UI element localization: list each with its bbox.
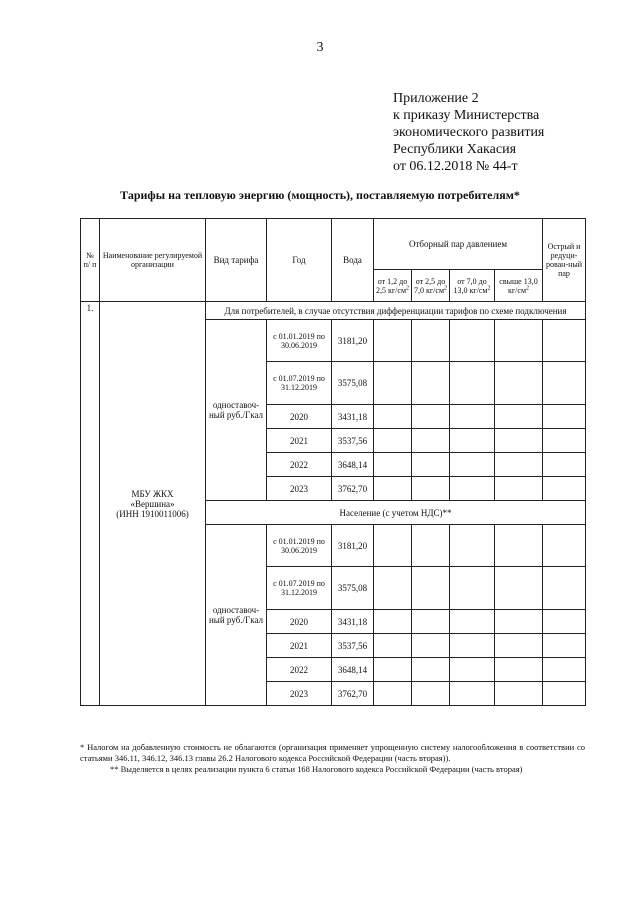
empty-cell	[543, 682, 586, 706]
empty-cell	[450, 405, 495, 429]
water-value: 3537,56	[332, 429, 374, 453]
empty-cell	[374, 405, 412, 429]
empty-cell	[374, 658, 412, 682]
empty-cell	[495, 453, 543, 477]
page-number: 3	[316, 40, 324, 55]
empty-cell	[543, 634, 586, 658]
unit-exponent: 2	[526, 284, 530, 291]
header-num: № п/ п	[81, 219, 100, 302]
empty-cell	[450, 634, 495, 658]
empty-cell	[412, 610, 450, 634]
empty-cell	[543, 453, 586, 477]
empty-cell	[412, 453, 450, 477]
header-steam-range	[374, 270, 412, 302]
empty-cell	[374, 429, 412, 453]
empty-cell	[412, 525, 450, 567]
header-steam-range-text: от 2,5 до 7,0 кг/см	[414, 276, 446, 295]
empty-cell	[450, 429, 495, 453]
year-cell: 2021	[267, 634, 332, 658]
header-steam-range	[450, 270, 495, 302]
header-live-steam: Острый и редуци-рован-ный пар	[543, 219, 586, 302]
header-water: Вода	[332, 219, 374, 302]
empty-cell	[450, 453, 495, 477]
empty-cell	[495, 610, 543, 634]
empty-cell	[412, 429, 450, 453]
section-label: Для потребителей, в случае отсутствия дифференциации тарифов по схеме подключения	[206, 302, 586, 320]
row-number: 1.	[81, 302, 100, 706]
footnote: ** Выделяется в целях реализации пункта 6 статьи 168 Налогового кодекса Российской Федерации (часть вторая)	[110, 764, 523, 774]
year-cell: с 01.07.2019 по 31.12.2019	[267, 362, 332, 405]
section-label: Население (с учетом НДС)**	[206, 501, 586, 525]
empty-cell	[374, 682, 412, 706]
header-steam-range	[412, 270, 450, 302]
organization-name	[100, 302, 206, 706]
year-cell: 2023	[267, 682, 332, 706]
empty-cell	[450, 682, 495, 706]
header-steam: Отборный пар давлением	[374, 219, 543, 270]
empty-cell	[450, 567, 495, 610]
header-year: Год	[267, 219, 332, 302]
year-cell: 2023	[267, 477, 332, 501]
year-cell: с 01.01.2019 по 30.06.2019	[267, 525, 332, 567]
empty-cell	[495, 525, 543, 567]
unit-exponent: 2	[444, 284, 448, 291]
year-cell: с 01.01.2019 по 30.06.2019	[267, 320, 332, 362]
water-value: 3537,56	[332, 634, 374, 658]
empty-cell	[495, 362, 543, 405]
empty-cell	[495, 429, 543, 453]
water-value: 3181,20	[332, 525, 374, 567]
empty-cell	[450, 610, 495, 634]
water-value: 3648,14	[332, 453, 374, 477]
empty-cell	[374, 634, 412, 658]
empty-cell	[495, 567, 543, 610]
year-cell: 2022	[267, 453, 332, 477]
empty-cell	[450, 477, 495, 501]
header-steam-range	[495, 270, 543, 302]
footnote: * Налогом на добавленную стоимость не облагаются (организация применяет упрощенную систему налогообложения в соответствии со статьями 346.11, 346.12, 346.13 главы 26.2 Налогового кодекса Российской Федерации (часть вторая)).	[80, 742, 585, 763]
empty-cell	[374, 362, 412, 405]
appendix-line: к приказу Министерства	[393, 108, 540, 123]
empty-cell	[543, 429, 586, 453]
water-value: 3431,18	[332, 405, 374, 429]
header-tariff-type: Вид тарифа	[206, 219, 267, 302]
empty-cell	[374, 525, 412, 567]
unit-exponent: 2	[406, 284, 410, 291]
empty-cell	[543, 525, 586, 567]
year-cell: 2021	[267, 429, 332, 453]
water-value: 3575,08	[332, 362, 374, 405]
empty-cell	[412, 567, 450, 610]
empty-cell	[495, 405, 543, 429]
org-line: (ИНН 1910011006)	[116, 508, 189, 519]
empty-cell	[543, 658, 586, 682]
empty-cell	[543, 610, 586, 634]
empty-cell	[412, 405, 450, 429]
header-organization: Наименование регулируемой организации	[100, 219, 206, 302]
empty-cell	[495, 682, 543, 706]
empty-cell	[374, 453, 412, 477]
water-value: 3181,20	[332, 320, 374, 362]
empty-cell	[412, 477, 450, 501]
empty-cell	[412, 634, 450, 658]
water-value: 3575,08	[332, 567, 374, 610]
appendix-line: Республики Хакасия	[393, 142, 517, 157]
appendix-line: от 06.12.2018 № 44-т	[393, 159, 518, 174]
year-cell: 2022	[267, 658, 332, 682]
year-cell: с 01.07.2019 по 31.12.2019	[267, 567, 332, 610]
appendix-line: экономического развития	[393, 125, 545, 140]
water-value: 3762,70	[332, 477, 374, 501]
empty-cell	[412, 320, 450, 362]
empty-cell	[450, 320, 495, 362]
empty-cell	[495, 658, 543, 682]
appendix-line: Приложение 2	[393, 91, 479, 106]
appendix-block	[393, 90, 544, 175]
empty-cell	[450, 658, 495, 682]
unit-exponent: 2	[487, 284, 491, 291]
empty-cell	[543, 477, 586, 501]
empty-cell	[543, 405, 586, 429]
org-line: МБУ ЖКХ	[131, 488, 174, 499]
tariff-table	[80, 218, 586, 706]
empty-cell	[412, 682, 450, 706]
water-value: 3648,14	[332, 658, 374, 682]
empty-cell	[543, 320, 586, 362]
org-line: «Вершина»	[130, 498, 175, 509]
year-cell: 2020	[267, 610, 332, 634]
tariff-type-cell: одноставоч-ный руб./Гкал	[206, 525, 267, 706]
header-steam-range-text: от 7,0 до 13,0 кг/см	[453, 276, 488, 295]
empty-cell	[412, 658, 450, 682]
empty-cell	[412, 362, 450, 405]
year-cell: 2020	[267, 405, 332, 429]
footnotes	[80, 742, 585, 775]
water-value: 3431,18	[332, 610, 374, 634]
empty-cell	[495, 634, 543, 658]
empty-cell	[495, 320, 543, 362]
empty-cell	[450, 362, 495, 405]
header-steam-range-text: свыше 13,0 кг/см	[499, 276, 538, 295]
header-steam-range-text: от 1,2 до 2,5 кг/см	[376, 276, 408, 295]
empty-cell	[374, 567, 412, 610]
empty-cell	[495, 477, 543, 501]
empty-cell	[374, 477, 412, 501]
empty-cell	[543, 362, 586, 405]
tariff-type-cell: одноставоч-ный руб./Гкал	[206, 320, 267, 501]
empty-cell	[543, 567, 586, 610]
empty-cell	[450, 525, 495, 567]
empty-cell	[374, 320, 412, 362]
empty-cell	[374, 610, 412, 634]
water-value: 3762,70	[332, 682, 374, 706]
document-title: Тарифы на тепловую энергию (мощность), поставляемую потребителям*	[120, 188, 520, 202]
